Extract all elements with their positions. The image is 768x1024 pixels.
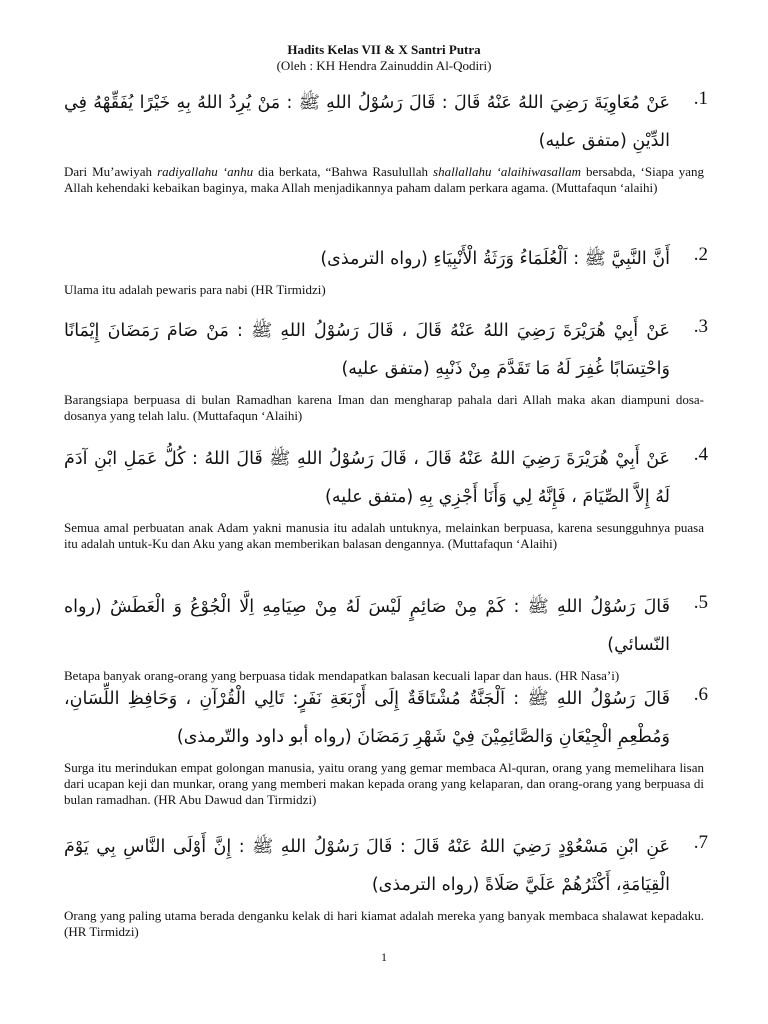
hadith-translation: Semua amal perbuatan anak Adam yakni manusia itu adalah untuknya, melainkan berpuasa, karena sesungguhnya puasa itu adalah untuk-Ku dan Aku yang akan memberikan balasan dengannya. (Muttafaqun ‘Alaihi) bbox=[64, 520, 704, 551]
hadith-arabic-text: عَنِ ابْنِ مَسْعُوْدٍ رَضِيَ اللهُ عَنْهُ قَالَ : قَالَ رَسُوْلُ اللهِ ﷺ : إِنَّ أَوْلَى النَّاسِ بِي يَوْمَ الْقِيَامَةِ، أَكْثَرُهُمْ عَلَيَّ صَلَاةً (رواه الترمذى) bbox=[64, 837, 670, 895]
hadith-arabic-text: أَنَّ النَّبِيَّ ﷺ : اَلْعُلَمَاءُ وَرَثَةُ الْأَنْبِيَاءِ (رواه الترمذى) bbox=[320, 249, 670, 269]
hadith-arabic-text: عَنْ أَبِيْ هُرَيْرَةَ رَضِيَ اللهُ عَنْهُ قَالَ ، قَالَ رَسُوْلُ اللهِ ﷺ : مَنْ صَامَ رَمَضَانَ إِيْمَانًا وَاحْتِسَابًا غُفِرَ لَهُ مَا تَقَدَّمَ مِنْ ذَنْبِهِ (متفق عليه) bbox=[64, 321, 670, 379]
hadith-translation: Orang yang paling utama berada denganku kelak di hari kiamat adalah mereka yang banyak membaca shalawat kepadaku. (HR Tirmidzi) bbox=[64, 908, 704, 939]
hadith-translation: Surga itu merindukan empat golongan manusia, yaitu orang yang gemar membaca Al-quran, orang yang memelihara lisan dari ucapan keji dan munkar, orang yang memberi makan kepada orang yang kelaparan, dan orang-orang yang berpuasa di bulan ramadhan. (HR Abu Dawud dan Tirmidzi) bbox=[64, 760, 704, 807]
hadith-entry-4 bbox=[64, 440, 708, 552]
hadith-entry-1 bbox=[64, 84, 708, 196]
hadith-number: .1 bbox=[693, 88, 708, 109]
hadith-translation: Ulama itu adalah pewaris para nabi (HR Tirmidzi) bbox=[64, 282, 326, 297]
document-header bbox=[0, 42, 768, 74]
hadith-number: .5 bbox=[693, 592, 708, 613]
hadith-entry-5 bbox=[64, 588, 708, 684]
hadith-arabic-text: قَالَ رَسُوْلُ اللهِ ﷺ : اَلْجَنَّةُ مُشْتَاقَةٌ إِلَى أَرْبَعَةِ نَفَرٍ: تَالِي الْقُرْآنِ ، وَحَافِظِ اللِّسَانِ، وَمُطْعِمِ الْجِيْعَانِ وَالصَّائِمِيْنَ فِيْ شَهْرِ رَمَضَانَ (رواه أبو داود والتّرمذى) bbox=[64, 689, 670, 747]
hadith-number: .6 bbox=[693, 684, 708, 705]
hadith-number: .4 bbox=[693, 444, 708, 465]
hadith-entry-6 bbox=[64, 680, 708, 808]
hadith-arabic-text: عَنْ أَبِيْ هُرَيْرَةَ رَضِيَ اللهُ عَنْهُ قَالَ ، قَالَ رَسُوْلُ اللهِ ﷺ قَالَ اللهُ : كُلُّ عَمَلِ ابْنِ آدَمَ لَهُ إِلاَّ الصِّيَامَ ، فَإِنَّهُ لِي وَأَنَا أَجْزِي بِهِ (متفق عليه) bbox=[64, 449, 670, 507]
document-subtitle: (Oleh : KH Hendra Zainuddin Al-Qodiri) bbox=[276, 58, 492, 73]
hadith-entry-7 bbox=[64, 828, 708, 940]
hadith-translation: Betapa banyak orang-orang yang berpuasa tidak mendapatkan balasan kecuali lapar dan haus. (HR Nasa’i) bbox=[64, 668, 620, 683]
hadith-translation: Dari Mu’awiyah radiyallahu ‘anhu dia berkata, “Bahwa Rasulullah shallallahu ‘alaihiwasallam bersabda, ‘Siapa yang Allah kehendaki kebaikan baginya, maka Allah menjadikannya paham dalam perkara agama. (Muttafaqun ‘alaihi) bbox=[64, 164, 705, 195]
document-title: Hadits Kelas VII & X Santri Putra bbox=[287, 42, 481, 57]
hadith-number: .2 bbox=[693, 244, 708, 265]
hadith-entry-2 bbox=[64, 240, 708, 298]
hadith-number: .3 bbox=[693, 316, 708, 337]
hadith-arabic-text: قَالَ رَسُوْلُ اللهِ ﷺ : كَمْ مِنْ صَائِمٍ لَيْسَ لَهُ مِنْ صِيَامِهِ اِلَّا الْجُوْعُ وَ الْعَطَشُ (رواه النّسائي) bbox=[64, 597, 670, 655]
page-number: 1 bbox=[381, 950, 387, 964]
hadith-arabic-text: عَنْ مُعَاوِيَةَ رَضِيَ اللهُ عَنْهُ قَالَ : قَالَ رَسُوْلُ اللهِ ﷺ : مَنْ يُرِدُ اللهُ بِهِ خَيْرًا يُفَقِّهْهُ فِي الدِّيْنِ (متفق عليه) bbox=[64, 93, 670, 151]
hadith-translation: Barangsiapa berpuasa di bulan Ramadhan karena Iman dan mengharap pahala dari Allah maka akan diampuni dosa-dosanya yang telah lalu. (Muttafaqun ‘Alaihi) bbox=[64, 392, 704, 423]
hadith-entry-3 bbox=[64, 312, 708, 424]
hadith-number: .7 bbox=[693, 832, 708, 853]
